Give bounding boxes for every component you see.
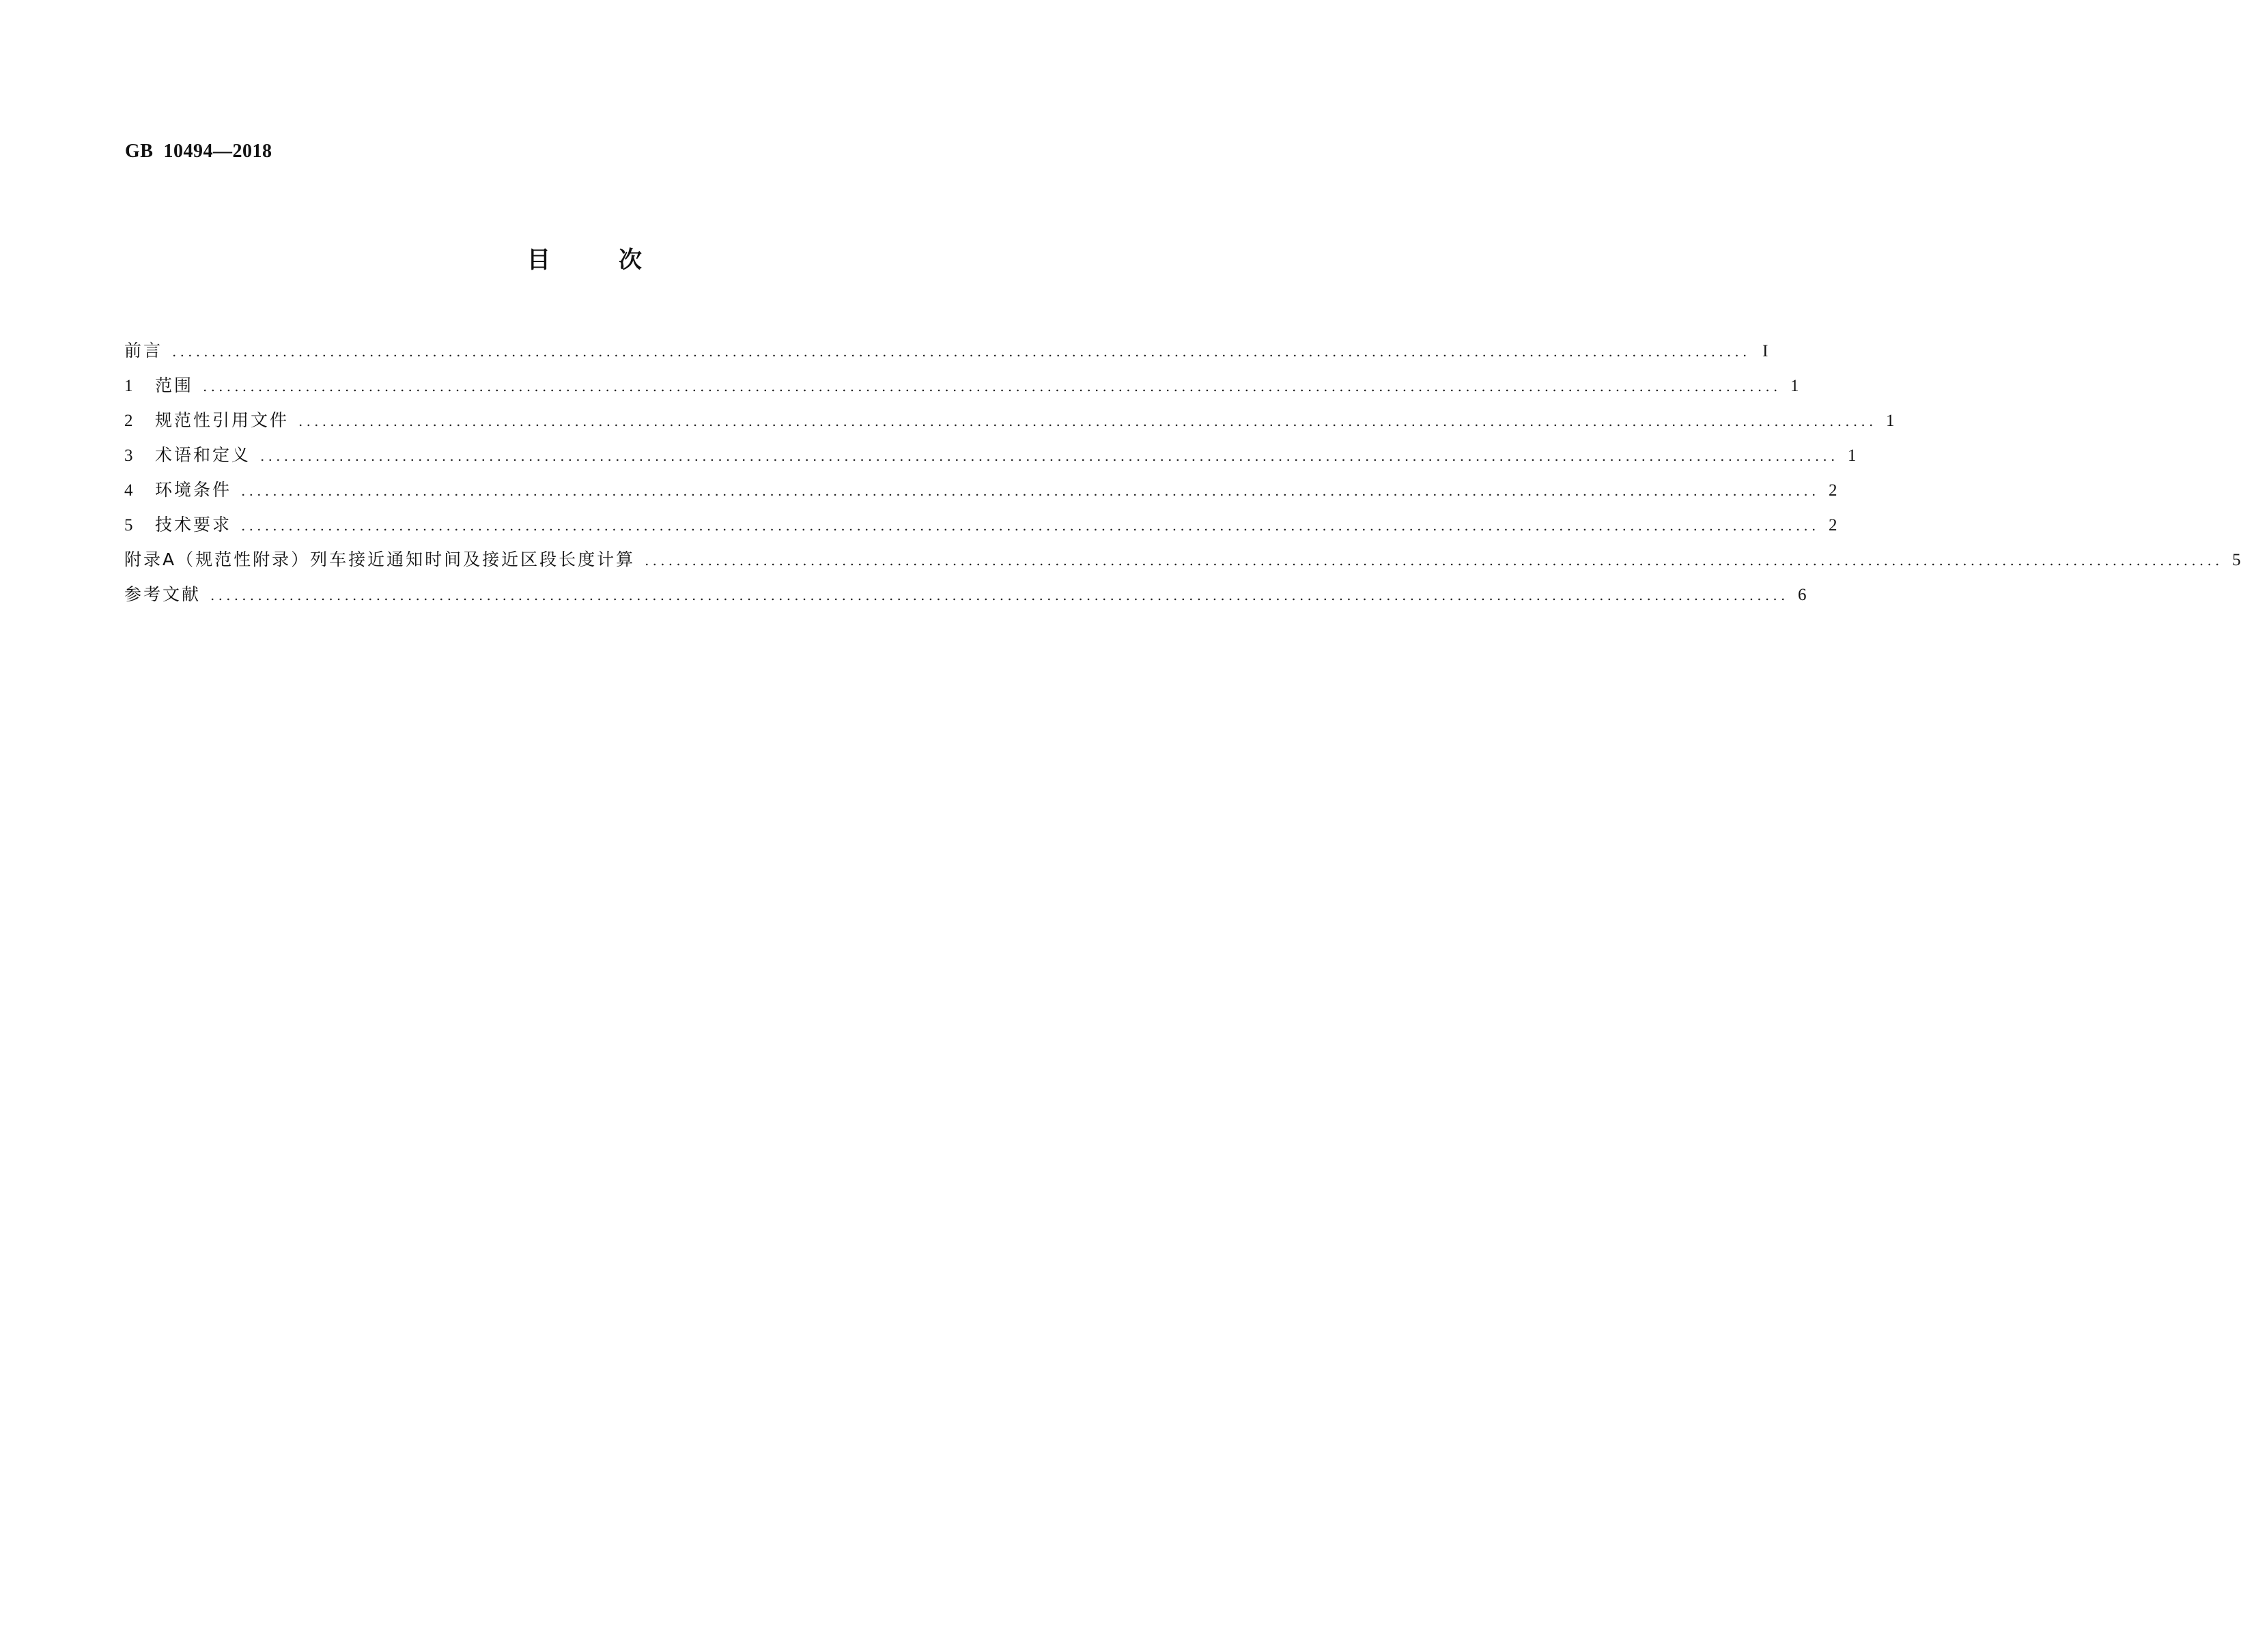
title-char-2: 次 — [619, 246, 642, 274]
toc-leader-dots: ........................................................................................................................................................................................................ — [260, 448, 1839, 464]
toc-leader-dots: ........................................................................................................................................................................................................ — [298, 413, 1877, 429]
toc-leader-dots: ........................................................................................................................................................................................................ — [210, 587, 1789, 603]
toc-entry-page: 6 — [1798, 586, 1807, 604]
table-of-contents — [124, 337, 2241, 616]
toc-entry-terms-definitions[interactable] — [124, 442, 1857, 476]
title-char-1: 目 — [527, 246, 550, 274]
standard-code: GB 10494—2018 — [125, 141, 272, 162]
toc-entry-label: 技术要求 — [155, 515, 232, 535]
toc-entry-label: 术语和定义 — [155, 445, 251, 465]
toc-leader-dots: ........................................................................................................................................................................................................ — [241, 517, 1820, 534]
toc-entry-label: 规范性引用文件 — [155, 410, 290, 430]
toc-entry-number: 2 — [124, 412, 133, 430]
toc-entry-number: 5 — [124, 516, 133, 535]
toc-entry-label: 环境条件 — [155, 480, 232, 500]
toc-entry-label: 前言 — [124, 341, 163, 360]
toc-entry-page: 2 — [1829, 481, 1837, 500]
toc-leader-dots: ........................................................................................................................................................................................................ — [172, 343, 1751, 360]
toc-entry-normative-references[interactable] — [124, 407, 1895, 442]
toc-entry-scope[interactable] — [124, 372, 1799, 407]
toc-leader-dots: ........................................................................................................................................................................................................ — [645, 552, 2223, 569]
toc-entry-annex-a[interactable] — [124, 546, 2241, 581]
toc-entry-page: 2 — [1829, 516, 1837, 535]
toc-entry-page: 5 — [2232, 551, 2241, 569]
toc-entry-label: 范围 — [155, 375, 194, 395]
toc-entry-bibliography[interactable] — [124, 581, 1807, 616]
toc-entry-label: 附录A（规范性附录）列车接近通知时间及接近区段长度计算 — [124, 550, 636, 569]
toc-entry-page: 1 — [1790, 377, 1799, 395]
toc-entry-technical-requirements[interactable] — [124, 511, 1837, 546]
toc-entry-number: 1 — [124, 377, 133, 395]
toc-entry-number: 3 — [124, 446, 133, 465]
toc-leader-dots: ........................................................................................................................................................................................................ — [241, 483, 1820, 499]
toc-entry-page: 1 — [1886, 412, 1895, 430]
toc-entry-environmental-conditions[interactable] — [124, 476, 1837, 511]
toc-leader-dots: ........................................................................................................................................................................................................ — [203, 378, 1781, 395]
page-title — [0, 243, 1169, 277]
toc-entry-label: 参考文献 — [124, 584, 201, 604]
toc-entry-foreword[interactable] — [124, 337, 1768, 372]
toc-entry-page: I — [1762, 342, 1768, 360]
toc-entry-page: 1 — [1848, 446, 1857, 465]
toc-entry-number: 4 — [124, 481, 133, 500]
